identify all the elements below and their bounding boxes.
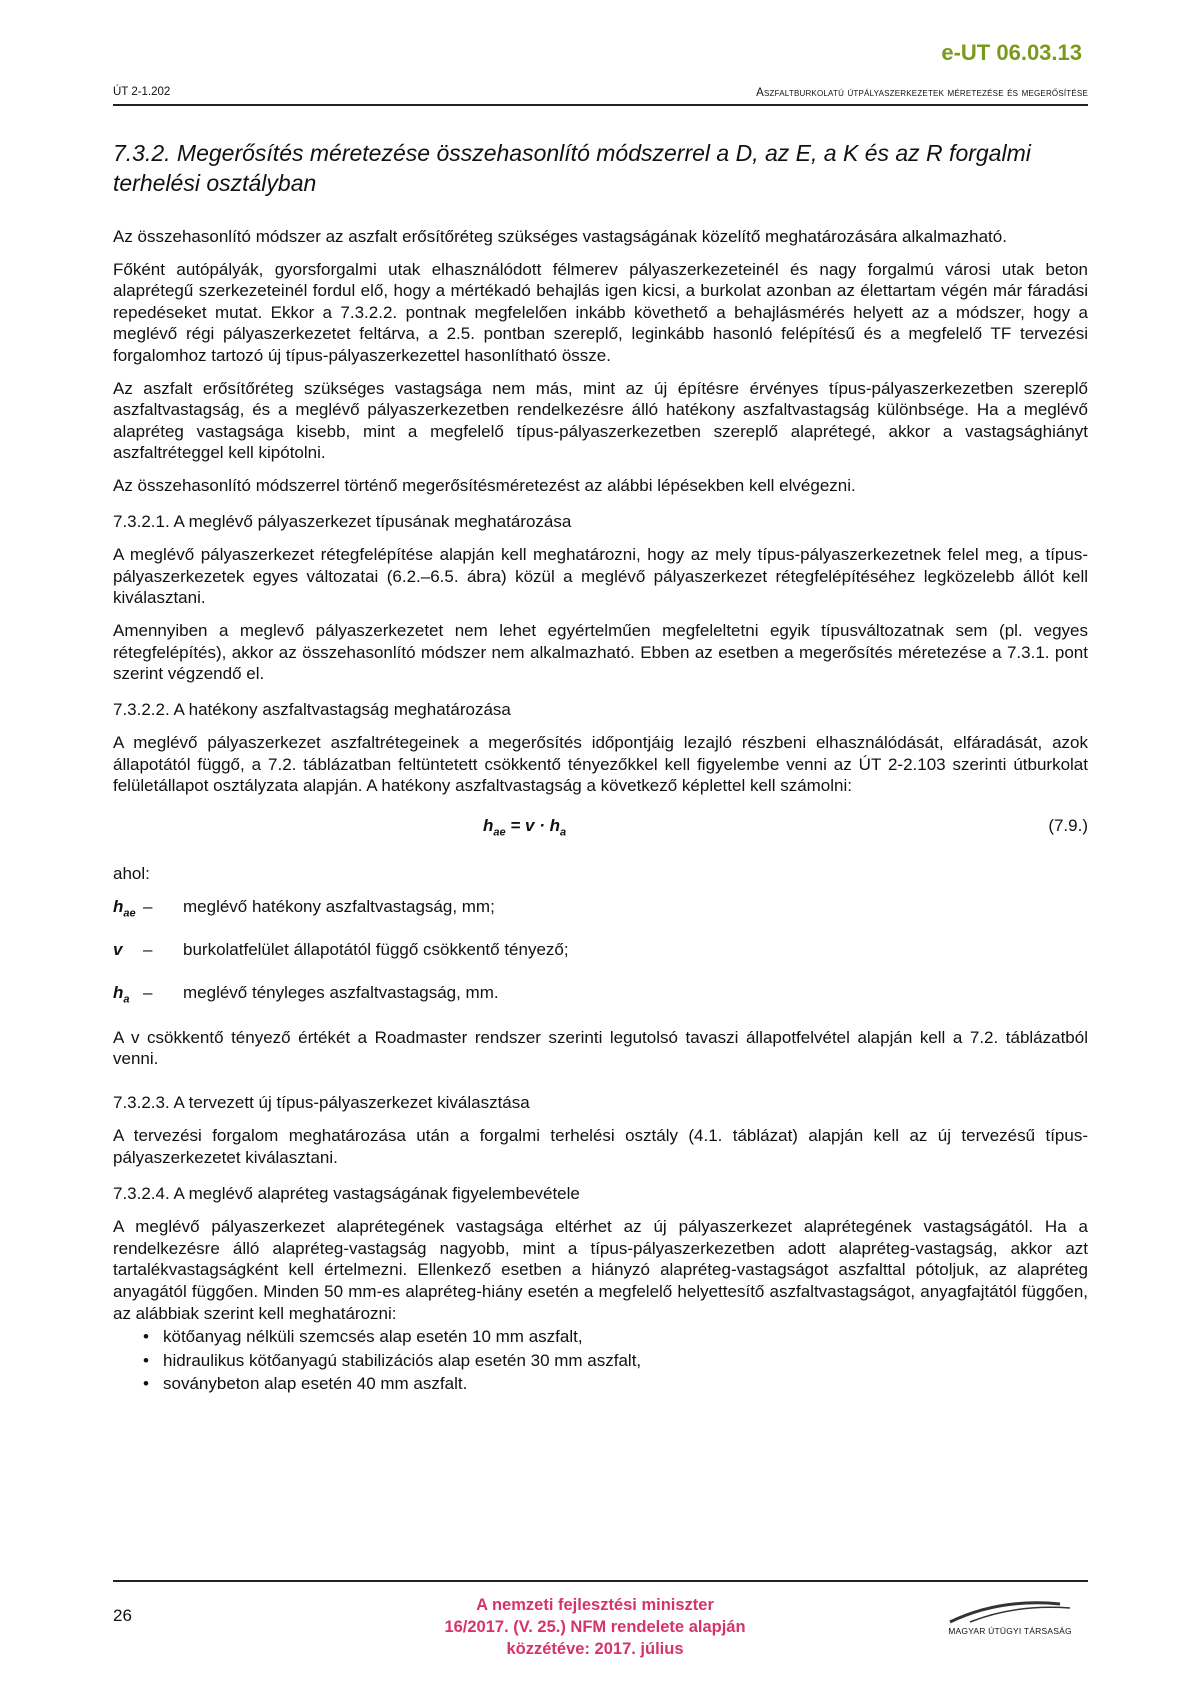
definition-item [113, 939, 1088, 968]
paragraph-intro: Az összehasonlító módszer az aszfalt erősítőréteg szükséges vastagságának közelítő meghatározására alkalmazható. [113, 227, 1007, 246]
footer-publication-note [340, 1594, 850, 1660]
paragraph-7323: A tervezési forgalom meghatározása után a forgalmi terhelési osztály (4.1. táblázat) alapján kell az új tervezésű típus-pályaszerkezetet kiválasztani. [113, 1126, 1088, 1167]
definition-text: meglévő tényleges aszfaltvastagság, mm. [183, 982, 499, 1002]
list-item: • soványbeton alap esetén 40 mm aszfalt. [113, 1373, 1088, 1395]
definition-list [113, 896, 1088, 1011]
paragraph-7322: A meglévő pályaszerkezet aszfaltrétegeinek a megerősítés időpontjáig lezajló részbeni elhasználódását, elfáradását, azok állapotától függő, a 7.2. táblázatban feltüntetett csökkentő tényezőkkel kell figyelembe venni az ÚT 2-2.103 szerinti útburkolat felületállapot osztályzata alapján. A hatékony aszfaltvastagság a következő képlettel kell számolni: [113, 733, 1088, 796]
formula-row [113, 815, 1088, 841]
definition-item [113, 982, 1088, 1011]
list-item: • hidraulikus kötőanyagú stabilizációs alap esetén 30 mm aszfalt, [113, 1350, 1088, 1372]
paragraph-7321-b: Amennyiben a meglevő pályaszerkezetet nem lehet egyértelműen megfeleltetni egyik típusváltozatnak sem (pl. vegyes rétegfelépítés), akkor az összehasonlító módszer nem alkalmazható. Ebben az esetben a megerősítés méretezése a 7.3.1. pont szerint végzendő el. [113, 620, 1088, 684]
definition-symbol: v [113, 939, 123, 959]
list-item: • kötőanyag nélküli szemcsés alap esetén 10 mm aszfalt, [113, 1326, 1088, 1348]
footer-line-2: 16/2017. (V. 25.) NFM rendelete alapján [444, 1618, 746, 1636]
bullet-list [113, 1326, 1088, 1395]
document-code: e-UT 06.03.13 [941, 40, 1082, 65]
paragraph-reduction-factor: A v csökkentő tényező értékét a Roadmaster rendszer szerinti legutolsó tavaszi állapotfelvétel alapján kell a 7.2. táblázatból venni. [113, 1027, 1088, 1069]
running-header [113, 84, 1088, 106]
page-number: 26 [113, 1606, 132, 1625]
footer-line-3: közzétéve: 2017. július [506, 1640, 684, 1658]
page-body [113, 138, 1088, 1397]
definition-text: meglévő hatékony aszfaltvastagság, mm; [183, 896, 495, 916]
paragraph-7321-a: A meglévő pályaszerkezet rétegfelépítése alapján kell meghatározni, hogy az mely típus-pályaszerkezetnek felel meg, a típus-pályaszerkezetek egyes változatai (6.2.–6.5. ábra) közül a meglévő pályaszerkezet rétegfelépítéséhez legközelebb állót kell kiválasztani. [113, 545, 1088, 608]
paragraph-usage: Főként autópályák, gyorsforgalmi utak elhasználódott félmerev pályaszerkezeteinél és nagy forgalmú városi utak beton alaprétegű szerkezeteinél fordul elő, hogy a mértékadó behajlás igen kicsi, a burkolat azonban az élettartam végén már fáradási repedéseket mutat. Ekkor a 7.3.2.2. pontnak megfelelően inkább követhető a behajlásmérés helyett az a módszer, hogy a meglévő régi pályaszerkezetet feltárva, a 2.5. pontban szereplő, leginkább hasonló felépítésű és a megfelelő TF tervezési forgalomhoz tartozó új típus-pályaszerkezettel hasonlítható össze. [113, 259, 1088, 365]
subsection-title-7321: 7.3.2.1. A meglévő pályaszerkezet típusának meghatározása [113, 511, 572, 531]
paragraph-steps: Az összehasonlító módszerrel történő megerősítésméretezést az alábbi lépésekben kell elvégezni. [113, 475, 856, 495]
footer-line-1: A nemzeti fejlesztési miniszter [476, 1596, 714, 1614]
definition-dash: – [143, 896, 153, 916]
where-label: ahol: [113, 864, 150, 884]
road-swoosh-icon [930, 1594, 1090, 1626]
subsection-title-7322: 7.3.2.2. A hatékony aszfaltvastagság meghatározása [113, 699, 511, 719]
paragraph-7324: A meglévő pályaszerkezet alaprétegének vastagsága eltérhet az új pályaszerkezet alaprétegének vastagságától. Ha a rendelkezésre álló alapréteg-vastagság nagyobb, mint a típus-pályaszerkezetben adott alapréteg-vastagság, akkor azt tartalékvastagságként kell értelmezni. Ellenkező esetben a hiányzó alapréteg-vastagságot aszfalttal pótoljuk, az alapréteg anyagától függően. Minden 50 mm-es alapréteg-hiány esetén a megfelelő helyettesítő aszfaltvastagságot, anyagfajtától függően, az alábbiak szerint kell meghatározni: [113, 1217, 1088, 1323]
header-document-title: Aszfaltburkolatú útpályaszerkezetek méretezése és megerősítése [756, 87, 1088, 99]
definition-symbol: $h_{ae}$ [113, 896, 136, 920]
definition-symbol: $h_a$ [113, 982, 130, 1006]
definition-text: burkolatfelület állapotától függő csökkentő tényező; [183, 939, 569, 959]
section-title: 7.3.2. Megerősítés méretezése összehasonlító módszerrel a D, az E, a K és az R forgalmi terhelési osztályban [113, 140, 1031, 196]
definition-dash: – [143, 982, 153, 1002]
header-standard-code: ÚT 2-1.202 [113, 86, 171, 98]
definition-dash: – [143, 939, 153, 959]
society-logo [930, 1594, 1090, 1636]
formula-number: (7.9.) [1048, 816, 1088, 836]
subsection-title-7324: 7.3.2.4. A meglévő alapréteg vastagságának figyelembevétele [113, 1183, 580, 1203]
subsection-title-7323: 7.3.2.3. A tervezett új típus-pályaszerkezet kiválasztása [113, 1092, 530, 1112]
definition-item [113, 896, 1088, 925]
logo-text: MAGYAR ÚTÜGYI TÁRSASÁG [948, 1626, 1072, 1636]
paragraph-thickness: Az aszfalt erősítőréteg szükséges vastagsága nem más, mint az új építésre érvényes típus-pályaszerkezetben szereplő aszfaltvastagság, és a meglévő pályaszerkezetben rendelkezésre álló hatékony aszfaltvastagság különbsége. Ha a meglévő alapréteg vastagsága kisebb, mint a megfelelő típus-pályaszerkezetben szereplő alaprétegé, akkor a vastagsághiányt aszfaltréteggel kell kipótolni. [113, 378, 1088, 463]
footer-rule [113, 1580, 1088, 1582]
formula: $h_{ae} = v \cdot h_a$ [483, 816, 567, 839]
